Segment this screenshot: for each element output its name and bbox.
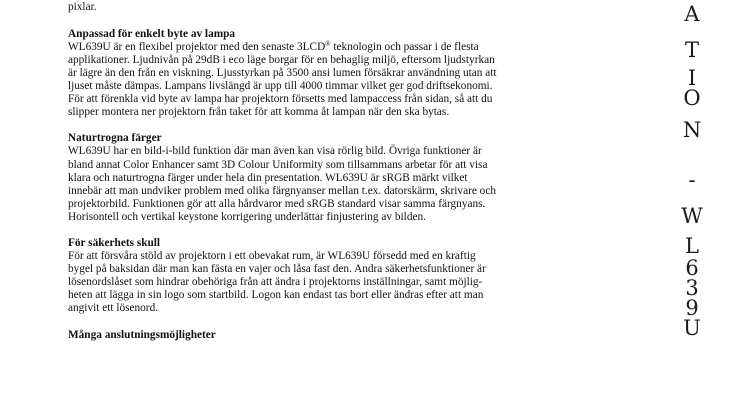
lamp-line-3: är lägre än den från en viskning. Ljusstyrkan på 3500 ansi lumen försäkrar användning utan att <box>68 66 497 79</box>
section-lamp <box>68 28 608 119</box>
colors-line-3: klara och naturtrogna färger under hela din presentation. WL639U är sRGB märkt vilket <box>68 171 468 184</box>
side-title-char: N <box>682 118 702 142</box>
colors-line-1: WL639U har en bild-i-bild funktion där man även kan visa rörlig bild. Övriga funktioner är <box>68 145 482 158</box>
side-title-char: U <box>683 316 701 340</box>
security-line-5: angivit ett lösenord. <box>68 302 159 315</box>
lamp-line-6: slipper montera ner projektorn från taket för att komma åt lampan när den ska bytas. <box>68 105 450 118</box>
colors-line-6: Horisontell och vertikal keystone korrigering underlättar finjustering av bilden. <box>68 210 426 223</box>
intro-paragraph <box>68 0 608 14</box>
side-title-char: 9 <box>685 296 699 320</box>
section-heading-colors: Naturtrogna färger <box>68 132 162 145</box>
section-heading-lamp: Anpassad för enkelt byte av lampa <box>68 27 236 40</box>
colors-line-5: projektorbild. Funktionen gör att alla hårdvaror med sRGB standard visar samma färgnyans. <box>68 197 486 210</box>
lamp-line-1-text: WL639U är en flexibel projektor med den senaste 3LCD <box>68 40 326 53</box>
side-title-char: O <box>683 86 701 110</box>
section-colors <box>68 132 608 223</box>
security-line-2: bygel på baksidan där man kan fästa en vajer och låsa fast den. Andra säkerhetsfunktioner är <box>68 263 486 276</box>
side-title-char: - <box>688 168 696 192</box>
colors-line-4: innebär att man undviker problem med olika färgnyanser mellan t.ex. datorskärm, skrivare och <box>68 184 496 197</box>
colors-line-2: bland annat Color Enhancer samt 3D Colour Uniformity som tillsammans arbetar för att visa <box>68 158 488 171</box>
side-title-char: L <box>685 234 699 258</box>
registered-mark: ® <box>325 39 331 48</box>
section-body-colors <box>68 145 608 223</box>
intro-line-2: pixlar. <box>68 1 97 14</box>
side-title-char: A <box>684 2 700 26</box>
section-heading-security: För säkerhets skull <box>68 237 161 250</box>
lamp-line-5: För att förenkla vid byte av lampa har projektorn försetts med lampaccess från sidan, så att du <box>68 92 493 105</box>
lamp-line-2: applikationer. Ljudnivån på 29dB i eco läge borgar för en behaglig miljö, eftersom ljudstyrkan <box>68 53 495 66</box>
side-title-char: I <box>687 66 697 90</box>
section-heading-connections: Många anslutningsmöjligheter <box>68 329 216 342</box>
lamp-line-1-rest: teknologin och passar i de flesta <box>330 40 479 53</box>
lamp-line-4: ljuset måste dämpas. Lampans livslängd är upp till 4000 timmar vilket ger god driftsekonomi. <box>68 79 493 92</box>
section-body-security <box>68 250 608 315</box>
section-body-lamp <box>68 41 608 119</box>
section-connections <box>68 329 608 342</box>
security-line-4: heten att lägga in sin logo som startbild. Logon kan endast tas bort eller ändras efter att man <box>68 289 484 302</box>
side-title-char: T <box>684 38 699 62</box>
side-title-char: 3 <box>685 276 699 300</box>
security-line-3: lösenordslåset som hindrar obehöriga från att ändra i projektorns inställningar, samt möjlig- <box>68 276 483 289</box>
security-line-1: För att försvåra stöld av projektorn i ett obevakat rum, är WL639U försedd med en kraftig <box>68 250 476 263</box>
side-title-char: 6 <box>685 256 699 280</box>
side-title-char: W <box>681 204 703 228</box>
section-security <box>68 237 608 315</box>
lamp-line-1 <box>68 41 608 54</box>
vertical-side-title <box>672 0 712 419</box>
document-body <box>68 0 608 342</box>
